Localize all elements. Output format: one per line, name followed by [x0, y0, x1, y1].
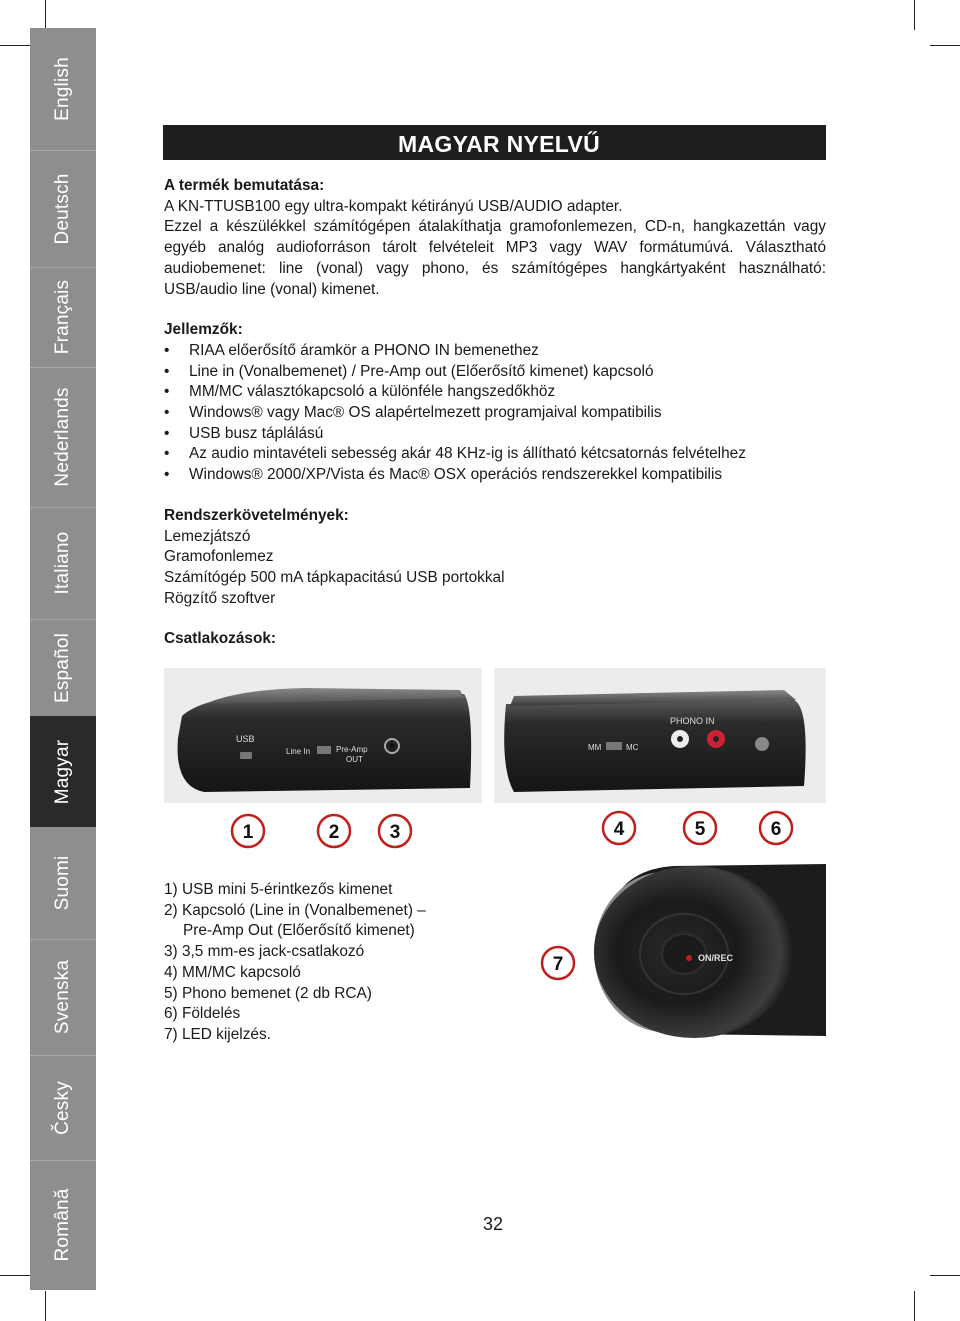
features-list	[164, 341, 826, 486]
connections-list	[164, 880, 426, 1046]
lang-tab-label: Français	[52, 279, 73, 355]
lang-tab-romana[interactable]	[30, 1160, 96, 1290]
out-label: OUT	[346, 755, 363, 764]
mm-label: MM	[588, 743, 602, 752]
lang-tab-label: Română	[52, 1188, 73, 1262]
crop-mark	[914, 1291, 915, 1321]
list-item: Lemezjátszó	[164, 527, 251, 545]
device-front-illustration	[524, 860, 826, 1040]
list-item: • MM/MC választókapcsoló a különféle hangszedőkhöz	[164, 382, 826, 403]
intro-heading: A termék bemutatása:	[164, 177, 325, 194]
lang-tab-label: Italiano	[52, 531, 73, 595]
list-item: • Line in (Vonalbemenet) / Pre-Amp out (Előerősítő kimenet) kapcsoló	[164, 362, 826, 383]
list-item: 5) Phono bemenet (2 db RCA)	[164, 984, 372, 1002]
page-number: 32	[483, 1214, 504, 1234]
preamp-label: Pre-Amp	[336, 745, 368, 754]
usb-port	[240, 752, 252, 759]
crop-mark	[914, 0, 915, 30]
on-rec-label: ON/REC	[698, 953, 734, 963]
callout-number: 7	[552, 954, 564, 975]
list-item: Pre-Amp Out (Előerősítő kimenet)	[183, 922, 415, 940]
requirements-heading: Rendszerkövetelmények:	[164, 506, 349, 524]
list-item: 2) Kapcsoló (Line in (Vonalbemenet) –	[164, 901, 426, 919]
language-tab-bar	[30, 28, 96, 1290]
device-front-photo	[524, 860, 826, 1040]
lang-tab-francais[interactable]	[30, 267, 96, 367]
list-item: • RIAA előerősítő áramkör a PHONO IN bemenethez	[164, 341, 826, 362]
list-item: 1) USB mini 5-érintkezős kimenet	[164, 881, 393, 898]
lang-tab-label: Česky	[52, 1080, 73, 1135]
usb-port-label: USB	[236, 734, 255, 744]
rca-hole	[713, 736, 719, 742]
lang-tab-cesky[interactable]	[30, 1055, 96, 1160]
callout-number: 2	[328, 822, 340, 843]
list-item: • Windows® 2000/XP/Vista és Mac® OSX operációs rendszerekkel kompatibilis	[164, 465, 826, 486]
page-header-bar	[163, 125, 826, 160]
crop-mark	[930, 45, 960, 46]
crop-mark	[0, 45, 30, 46]
callout-number: 5	[694, 819, 706, 840]
main-content	[164, 176, 826, 650]
lang-tab-label: Deutsch	[52, 172, 73, 245]
callout-number: 1	[242, 822, 254, 843]
lang-tab-svenska[interactable]	[30, 939, 96, 1055]
intro-line: A KN-TTUSB100 egy ultra-kompakt kétirányú USB/AUDIO adapter.	[164, 197, 623, 215]
lang-tab-suomi[interactable]	[30, 827, 96, 939]
list-item: 4) MM/MC kapcsoló	[164, 963, 301, 981]
list-item: • Az audio mintavételi sebesség akár 48 KHz-ig is állítható kétcsatornás felvételhez	[164, 444, 826, 465]
lang-tab-italiano[interactable]	[30, 507, 96, 619]
lang-tab-label: English	[52, 57, 73, 121]
lang-tab-nederlands[interactable]	[30, 367, 96, 507]
list-item: Rögzítő szoftver	[164, 589, 276, 607]
lang-tab-label: Nederlands	[52, 387, 73, 487]
list-item: Gramofonlemez	[164, 548, 274, 566]
list-item: 6) Földelés	[164, 1005, 241, 1023]
rca-hole	[677, 736, 683, 742]
list-item: 3) 3,5 mm-es jack-csatlakozó	[164, 943, 365, 961]
callout-number: 3	[389, 822, 401, 843]
ground-terminal	[755, 737, 769, 751]
mc-label: MC	[626, 743, 639, 752]
led-indicator	[686, 955, 692, 961]
lang-tab-english[interactable]	[30, 28, 96, 150]
callout-number: 6	[770, 819, 782, 840]
lang-tab-label: Español	[52, 632, 73, 703]
crop-mark	[0, 1275, 30, 1276]
callout-number: 4	[613, 819, 625, 840]
lang-tab-label: Svenska	[52, 959, 73, 1035]
crop-mark	[45, 0, 46, 30]
crop-mark	[45, 1291, 46, 1321]
intro-paragraph: Ezzel a készülékkel számítógépen átalakíthatja gramofonlemezen, CD-n, hangkazettán vagy egyéb analóg audioforráson tárolt felvételeit MP3 vagy WAV formátumúvá. Választható audiobemenet: line (vonal) vagy phono, és számítógépes hangkártyaként használható: USB/audio line (vonal) kimenet.	[164, 218, 826, 298]
features-heading: Jellemzők:	[164, 321, 243, 339]
lang-tab-label: Magyar	[52, 739, 73, 804]
page-title: MAGYAR NYELVŰ	[398, 131, 600, 157]
list-item: Számítógép 500 mA tápkapacitású USB portokkal	[164, 568, 505, 586]
phono-label: PHONO IN	[670, 716, 715, 726]
mm-mc-switch	[606, 742, 622, 750]
line-preamp-switch	[317, 746, 331, 754]
list-item: 7) LED kijelzés.	[164, 1025, 271, 1043]
device-back-photo	[164, 668, 826, 856]
list-item: • Windows® vagy Mac® OS alapértelmezett programjaival kompatibilis	[164, 403, 826, 424]
jack-hole	[390, 744, 395, 749]
crop-mark	[930, 1275, 960, 1276]
lang-tab-label: Suomi	[52, 855, 73, 911]
lang-tab-espanol[interactable]	[30, 619, 96, 716]
list-item: • USB busz táplálású	[164, 424, 826, 445]
linein-label: Line In	[286, 747, 311, 756]
connections-heading: Csatlakozások:	[164, 630, 277, 648]
lang-tab-deutsch[interactable]	[30, 150, 96, 267]
lang-tab-magyar[interactable]	[30, 716, 96, 827]
device-illustration	[164, 668, 826, 856]
